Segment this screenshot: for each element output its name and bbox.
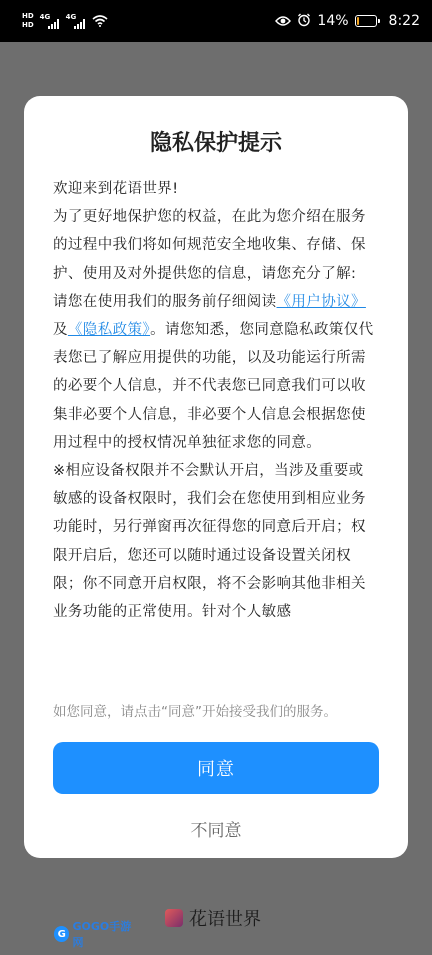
battery-percent: 14% <box>317 13 349 29</box>
hd-bottom-label: HD <box>22 21 34 29</box>
policy-prefix: 请您在使用我们的服务前仔细阅读 <box>53 293 277 310</box>
battery-icon <box>355 15 377 27</box>
app-name: 花语世界 <box>189 909 261 930</box>
consent-hint: 如您同意，请点击“同意”开始接受我们的服务。 <box>53 704 337 720</box>
clock-time: 8:22 <box>388 13 420 29</box>
user-agreement-link[interactable]: 《用户协议》 <box>276 293 366 310</box>
intro-paragraph: 为了更好地保护您的权益，在此为您介绍在服务的过程中我们将如何规范安全地收集、存储、保护、使用及对外提供您的信息，请您充分了解: <box>53 209 366 282</box>
status-bar <box>0 0 432 42</box>
signal-icon <box>66 13 86 29</box>
app-logo-icon <box>165 909 183 927</box>
app-brand <box>165 905 261 931</box>
welcome-paragraph: 欢迎来到花语世界! <box>53 181 179 197</box>
policy-suffix: 。请您知悉，您同意隐私政策仅代表您已了解应用提供的功能，以及功能运行所需的必要个人信息，并不代表您已同意我们可以收集非必要个人信息，非必要个人信息会根据您使用过程中的授权情况单独征求您的同意。 <box>53 322 374 451</box>
privacy-policy-link[interactable]: 《隐私政策》 <box>67 322 151 339</box>
battery-fill <box>357 17 359 25</box>
watermark <box>54 920 140 949</box>
agree-button[interactable]: 同意 <box>53 742 379 794</box>
watermark-logo-icon: G <box>54 926 69 942</box>
disagree-button[interactable]: 不同意 <box>190 820 242 841</box>
privacy-dialog <box>24 96 408 858</box>
permission-paragraph: ※相应设备权限并不会默认开启，当涉及重要或敏感的设备权限时，我们会在您使用到相应业务功能时，另行弹窗再次征得您的同意后开启；权限开启后，您还可以随时通过设备设置关闭权限；你不同意开启权限，将不会影响其他非相关业务功能的正常使用。针对个人敏感 <box>53 463 366 621</box>
watermark-text: GOGO手游网 <box>72 920 132 949</box>
policy-paragraph <box>53 288 377 457</box>
dialog-title: 隐私保护提示 <box>149 131 282 156</box>
dialog-scroll-area[interactable] <box>53 175 377 779</box>
net-type-label: 4G <box>65 13 77 21</box>
policy-and: 及 <box>53 322 68 339</box>
status-left <box>22 12 108 31</box>
hd-top-label: HD <box>22 12 34 20</box>
signal-icon <box>40 13 60 29</box>
alarm-icon <box>297 12 311 31</box>
wifi-icon <box>92 12 108 31</box>
net-type-label: 4G <box>39 13 51 21</box>
eye-icon <box>275 12 291 31</box>
hd-indicator <box>22 12 34 30</box>
status-right <box>275 12 420 31</box>
privacy-text <box>53 175 377 678</box>
